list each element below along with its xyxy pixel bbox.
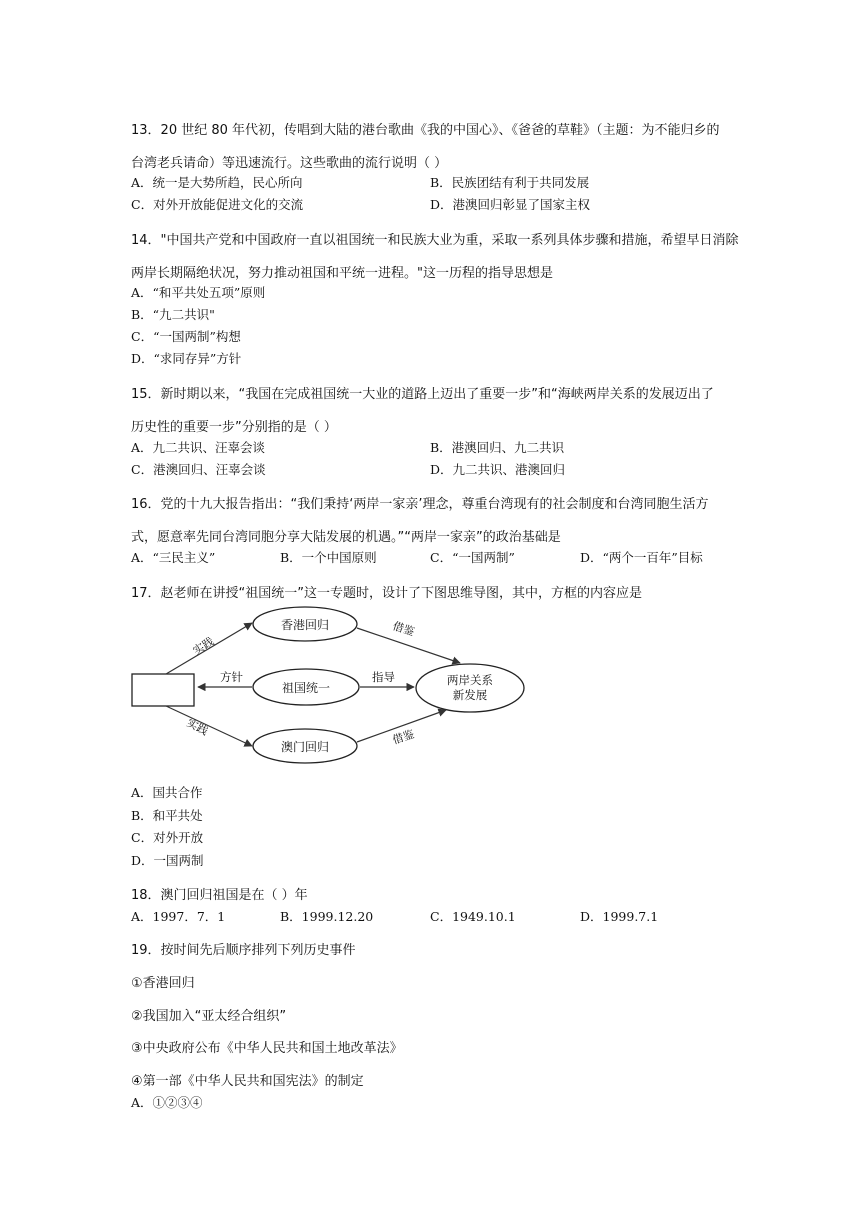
q18-stem: 18．澳门回归祖国是在（ ）年 — [131, 888, 308, 903]
q13-option-c[interactable]: C．对外开放能促进文化的交流 — [131, 197, 304, 212]
q15-option-a[interactable]: A．九二共识、汪辜会谈 — [131, 440, 266, 455]
q15-option-b[interactable]: B．港澳回归、九二共识 — [430, 440, 565, 455]
mind-map-diagram — [128, 603, 528, 773]
q15-stem-line1: 15．新时期以来，“我国在完成祖国统一大业的道路上迈出了重要一步”和“海峡两岸关系的发展迈出了 — [131, 387, 714, 402]
practice-label-top: 实践 — [190, 634, 217, 658]
q14-option-b[interactable]: B．“九二共识" — [131, 307, 215, 322]
practice-label-bottom: 实践 — [184, 716, 211, 738]
q19-event-2: ②我国加入“亚太经合组织” — [131, 1009, 287, 1024]
policy-label: 方针 — [220, 670, 243, 684]
q19-option-a[interactable]: A．①②③④ — [131, 1095, 203, 1110]
macau-label: 澳门回归 — [280, 740, 330, 754]
guide-label: 指导 — [372, 670, 395, 684]
hk-label: 香港回归 — [280, 618, 330, 632]
q16-option-a[interactable]: A．“三民主义” — [131, 550, 216, 565]
q13-stem-line2: 台湾老兵请命）等迅速流行。这些歌曲的流行说明（ ） — [131, 156, 448, 171]
q14-stem-line1: 14．"中国共产党和中国政府一直以祖国统一和民族大业为重，采取一系列具体步骤和措施，希望早日消除 — [131, 233, 739, 248]
center-label: 祖国统一 — [281, 681, 331, 695]
q13-stem-line1: 13．20 世纪 80 年代初，传唱到大陆的港台歌曲《我的中国心》、《爸爸的草鞋》（主题：为不能归乡的 — [131, 123, 720, 138]
q14-option-a[interactable]: A．“和平共处五项”原则 — [131, 285, 266, 300]
q19-stem: 19．按时间先后顺序排列下列历史事件 — [131, 943, 356, 958]
target-label-line2: 新发展 — [452, 688, 488, 702]
q19-event-1: ①香港回归 — [131, 976, 195, 991]
q13-option-b[interactable]: B．民族团结有利于共同发展 — [430, 175, 590, 190]
target-label-line1: 两岸关系 — [447, 673, 493, 687]
q13-option-d[interactable]: D．港澳回归彰显了国家主权 — [430, 197, 591, 212]
q17-option-c[interactable]: C．对外开放 — [131, 830, 204, 845]
q15-option-d[interactable]: D．九二共识、港澳回归 — [430, 462, 566, 477]
answer-blank-box — [132, 674, 194, 706]
q19-event-4: ④第一部《中华人民共和国宪法》的制定 — [131, 1074, 364, 1089]
q16-stem-line2: 式，愿意率先同台湾同胞分享大陆发展的机遇。”“两岸一家亲”的政治基础是 — [131, 530, 561, 545]
q17-option-b[interactable]: B．和平共处 — [131, 808, 203, 823]
q13-option-a[interactable]: A．统一是大势所趋，民心所向 — [131, 175, 303, 190]
q14-option-d[interactable]: D．“求同存异”方针 — [131, 351, 242, 366]
q14-stem-line2: 两岸长期隔绝状况，努力推动祖国和平统一进程。"这一历程的指导思想是 — [131, 266, 553, 281]
q17-option-a[interactable]: A．国共合作 — [131, 785, 203, 800]
q18-option-b[interactable]: B．1999.12.20 — [280, 909, 374, 924]
q18-option-d[interactable]: D．1999.7.1 — [580, 909, 659, 924]
q16-option-d[interactable]: D．“两个一百年”目标 — [580, 550, 703, 565]
q17-option-d[interactable]: D．一国两制 — [131, 853, 204, 868]
reference-label-bottom: 借鉴 — [390, 727, 416, 747]
reference-label-top: 借鉴 — [391, 619, 417, 639]
q16-option-c[interactable]: C．“一国两制” — [430, 550, 515, 565]
q14-option-c[interactable]: C．“一国两制”构想 — [131, 329, 241, 344]
q16-stem-line1: 16．党的十九大报告指出：“我们秉持‘两岸一家亲’理念，尊重台湾现有的社会制度和台湾同胞生活方 — [131, 497, 709, 512]
q16-option-b[interactable]: B．一个中国原则 — [280, 550, 377, 565]
q18-option-c[interactable]: C．1949.10.1 — [430, 909, 516, 924]
q17-stem: 17．赵老师在讲授“祖国统一”这一专题时，设计了下图思维导图，其中，方框的内容应是 — [131, 586, 643, 601]
q15-option-c[interactable]: C．港澳回归、汪辜会谈 — [131, 462, 266, 477]
q18-option-a[interactable]: A．1997．7．1 — [131, 909, 226, 924]
q15-stem-line2: 历史性的重要一步”分别指的是（ ） — [131, 420, 337, 435]
q19-event-3: ③中央政府公布《中华人民共和国土地改革法》 — [131, 1041, 403, 1056]
